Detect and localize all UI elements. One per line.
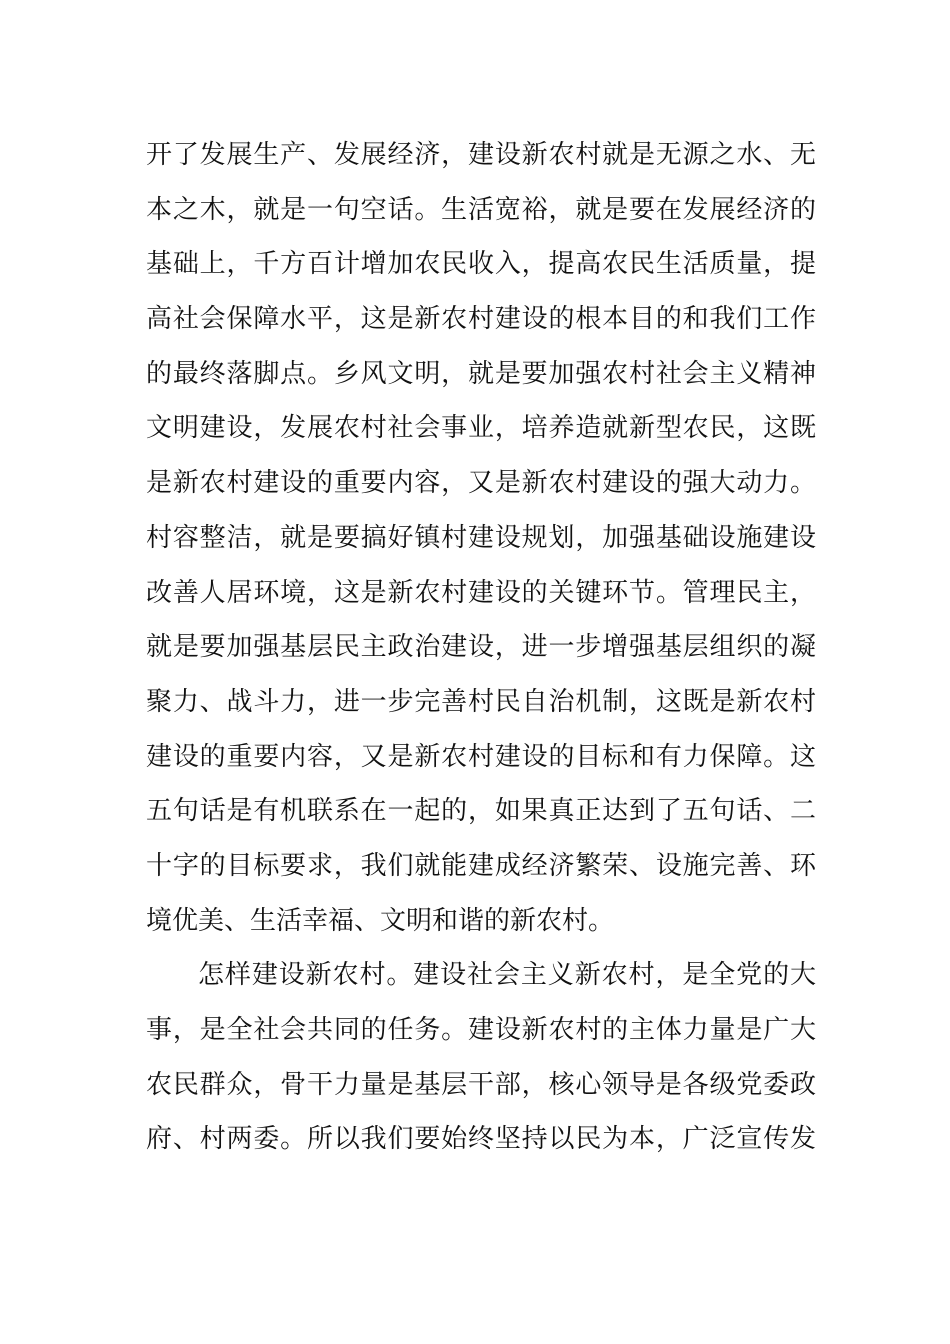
text-line: 的最终落脚点。乡风文明，就是要加强农村社会主义精神: [146, 358, 816, 389]
text-line: 农民群众，骨干力量是基层干部，核心领导是各级党委政: [146, 1069, 816, 1100]
paragraph-2: [146, 948, 816, 1167]
text-line: 怎样建设新农村。建设社会主义新农村，是全党的大: [198, 960, 816, 991]
text-line: 就是要加强基层民主政治建设，进一步增强基层组织的凝: [146, 632, 816, 663]
text-line: 本之木，就是一句空话。生活宽裕，就是要在发展经济的: [146, 194, 816, 225]
text-line: 文明建设，发展农村社会事业，培养造就新型农民，这既: [146, 413, 816, 444]
text-line: 五句话是有机联系在一起的，如果真正达到了五句话、二: [146, 796, 816, 827]
text-line: 事，是全社会共同的任务。建设新农村的主体力量是广大: [146, 1015, 816, 1045]
text-line: 村容整洁，就是要搞好镇村建设规划，加强基础设施建设: [146, 522, 816, 553]
text-line: 高社会保障水平，这是新农村建设的根本目的和我们工作: [146, 304, 816, 335]
text-line: 基础上，千方百计增加农民收入，提高农民生活质量，提: [146, 249, 816, 280]
text-line: 十字的目标要求，我们就能建成经济繁荣、设施完善、环: [146, 850, 816, 881]
text-line: 府、村两委。所以我们要始终坚持以民为本，广泛宣传发: [146, 1124, 816, 1155]
text-line: 境优美、生活幸福、文明和谐的新农村。: [146, 905, 615, 936]
body-text: [146, 128, 816, 1167]
text-line: 聚力、战斗力，进一步完善村民自治机制，这既是新农村: [146, 686, 816, 717]
text-line: 是新农村建设的重要内容，又是新农村建设的强大动力。: [146, 468, 816, 499]
paragraph-1: [146, 128, 816, 948]
text-line: 开了发展生产、发展经济，建设新农村就是无源之水、无: [146, 140, 816, 170]
text-line: 建设的重要内容，又是新农村建设的目标和有力保障。这: [146, 741, 816, 772]
text-line: 改善人居环境，这是新农村建设的关键环节。管理民主，: [146, 577, 816, 608]
